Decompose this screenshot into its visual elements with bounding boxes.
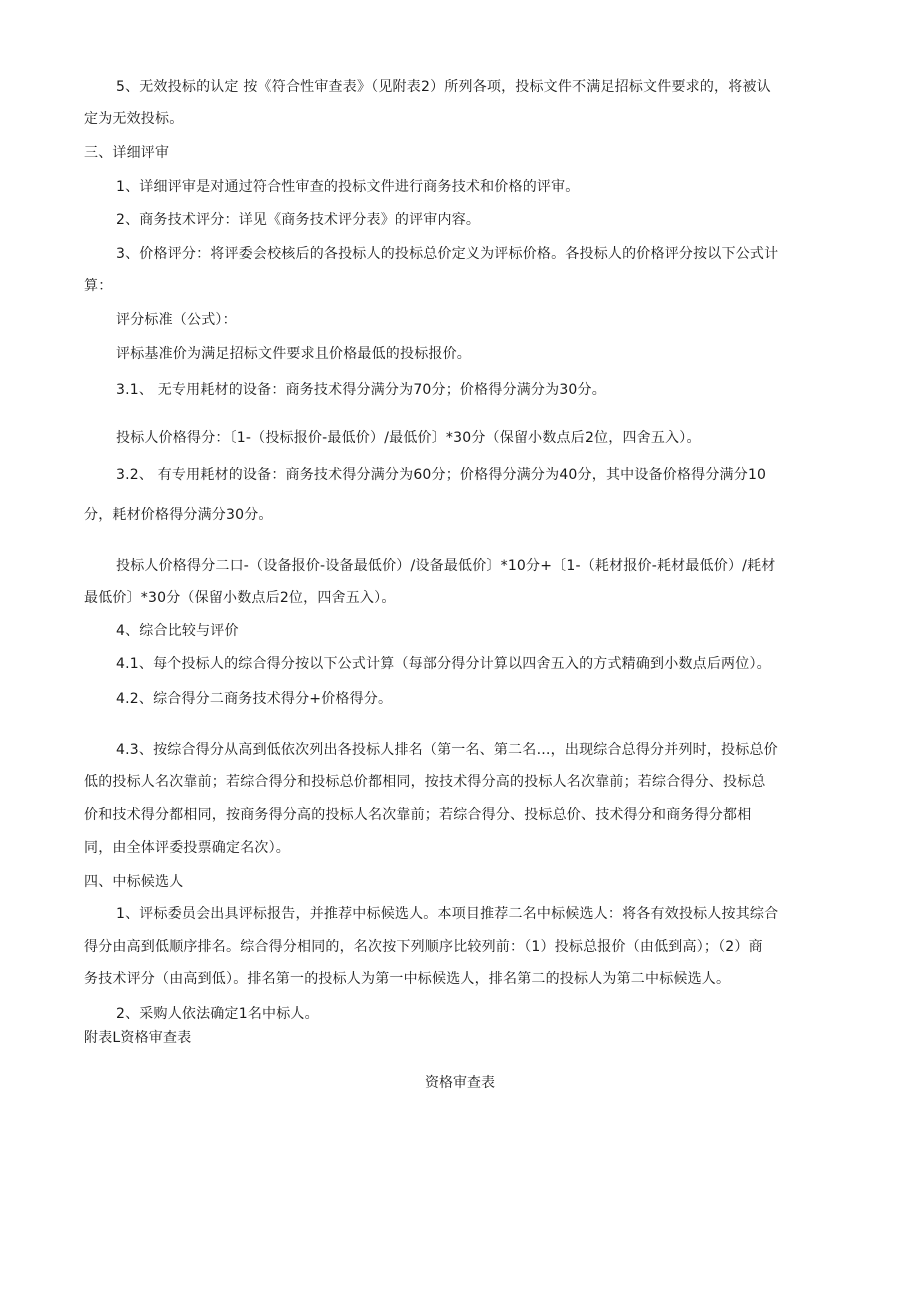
para-3-1: 1、详细评审是对通过符合性审查的投标文件进行商务技术和价格的评审。: [116, 179, 580, 195]
para-5-invalid-bid-line2: 定为无效投标。: [84, 111, 184, 127]
formula-3-2-line1: 投标人价格得分二口-（设备报价-设备最低价）/设备最低价〕*10分+〔1-（耗材报价-耗材最低价）/耗材: [116, 558, 776, 574]
scoring-standard-label: 评分标准（公式）：: [116, 312, 237, 328]
para-4-1-line3: 务技术评分（由高到低）。排名第一的投标人为第一中标候选人，排名第二的投标人为第二中标候选人。: [84, 971, 731, 987]
appendix-label: 附表L资格审查表: [84, 1030, 192, 1046]
para-4-1-line2: 得分由高到低顺序排名。综合得分相同的，名次按下列顺序比较列前：（1）投标总报价（由低到高）；（2）商: [84, 939, 763, 955]
clause-4-3-line1: 4.3、按综合得分从高到低依次列出各投标人排名（第一名、第二名…，出现综合总得分并列时，投标总价: [116, 742, 778, 758]
section-4-heading: 四、中标候选人: [84, 874, 184, 890]
clause-4-1: 4.1、每个投标人的综合得分按以下公式计算（每部分得分计算以四舍五入的方式精确到小数点后两位）。: [116, 656, 771, 672]
clause-3-2-line1: 3.2、 有专用耗材的设备：商务技术得分满分为60分；价格得分满分为40分，其中设备价格得分满分10: [116, 467, 767, 483]
para-5-invalid-bid-line1: 5、无效投标的认定 按《符合性审查表》（见附表2）所列各项，投标文件不满足招标文件要求的，将被认: [116, 79, 771, 95]
clause-4-3-line4: 同，由全体评委投票确定名次）。: [84, 840, 290, 856]
table-title: 资格审查表: [425, 1075, 495, 1091]
benchmark-price-text: 评标基准价为满足招标文件要求且价格最低的投标报价。: [116, 346, 471, 362]
para-4-1-line1: 1、评标委员会出具评标报告，并推荐中标候选人。本项目推荐二名中标候选人：将各有效投标人按其综合: [116, 906, 779, 922]
clause-3-1: 3.1、 无专用耗材的设备：商务技术得分满分为70分；价格得分满分为30分。: [116, 382, 606, 398]
para-3-3-line1: 3、价格评分：将评委会校核后的各投标人的投标总价定义为评标价格。各投标人的价格评分按以下公式计: [116, 246, 779, 262]
formula-3-1: 投标人价格得分：〔1-（投标报价-最低价）/最低价〕*30分（保留小数点后2位，四舍五入）。: [116, 430, 701, 446]
clause-4-3-line3: 价和技术得分都相同，按商务得分高的投标人名次靠前；若综合得分、投标总价、技术得分和商务得分都相: [84, 807, 752, 823]
section-3-heading: 三、详细评审: [84, 145, 170, 161]
para-3-3-line2: 算：: [84, 278, 113, 294]
formula-3-2-line2: 最低价〕*30分（保留小数点后2位，四舍五入）。: [84, 590, 396, 606]
para-4-2: 2、采购人依法确定1名中标人。: [116, 1006, 319, 1022]
clause-3-2-line2: 分，耗材价格得分满分30分。: [84, 507, 273, 523]
clause-4-2: 4.2、综合得分二商务技术得分+价格得分。: [116, 691, 393, 707]
clause-4-3-line2: 低的投标人名次靠前；若综合得分和投标总价都相同，按技术得分高的投标人名次靠前；若综合得分、投标总: [84, 774, 766, 790]
para-3-2: 2、商务技术评分：详见《商务技术评分表》的评审内容。: [116, 212, 481, 228]
clause-4-heading: 4、综合比较与评价: [116, 623, 239, 639]
